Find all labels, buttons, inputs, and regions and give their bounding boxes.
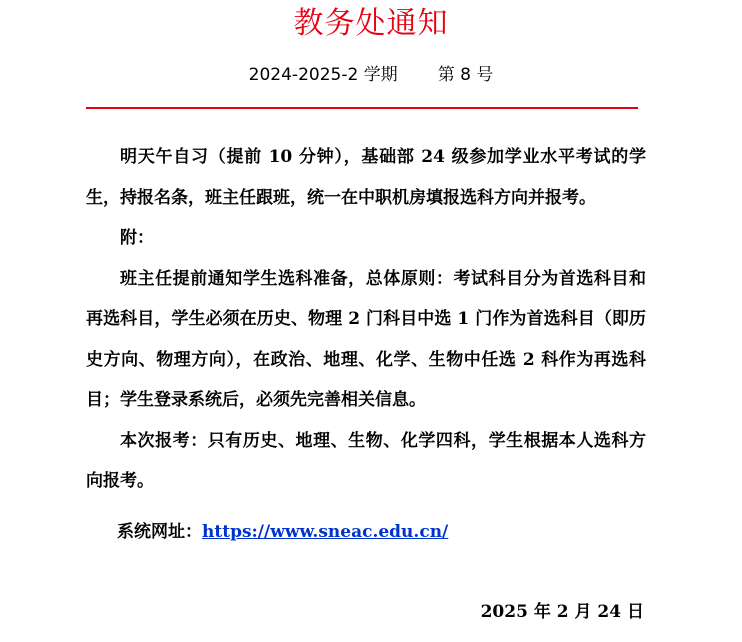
notice-title: 教务处通知 xyxy=(293,6,449,41)
red-divider xyxy=(86,107,638,109)
system-url-line xyxy=(117,512,448,552)
system-url-link[interactable]: https://www.sneac.edu.cn/ xyxy=(202,522,449,542)
attachment-label: 附： xyxy=(120,228,154,248)
issue-number: 第 8 号 xyxy=(437,65,494,85)
notice-body xyxy=(86,137,646,502)
paragraph-exam-subjects: 本次报考：只有历史、地理、生物、化学四科，学生根据本人选科方向报考。 xyxy=(86,430,646,491)
paragraph-announcement: 明天午自习（提前 10 分钟），基础部 24 级参加学业水平考试的学生，持报名条，班主任跟班，统一在中职机房填报选科方向并报考。 xyxy=(86,147,646,208)
system-url-label: 系统网址： xyxy=(117,522,202,542)
issue-line xyxy=(0,62,742,88)
paragraph-principles: 班主任提前通知学生选科准备，总体原则：考试科目分为首选科目和再选科目，学生必须在历史、物理 2 门科目中选 1 门作为首选科目（即历史方向、物理方向），在政治、地理、化学、生物中任选 2 科作为再选科目；学生登录系统后，必须先完善相关信息。 xyxy=(86,268,646,410)
notice-date: 2025 年 2 月 24 日 xyxy=(480,602,644,622)
term-label: 2024-2025-2 学期 xyxy=(248,65,398,85)
